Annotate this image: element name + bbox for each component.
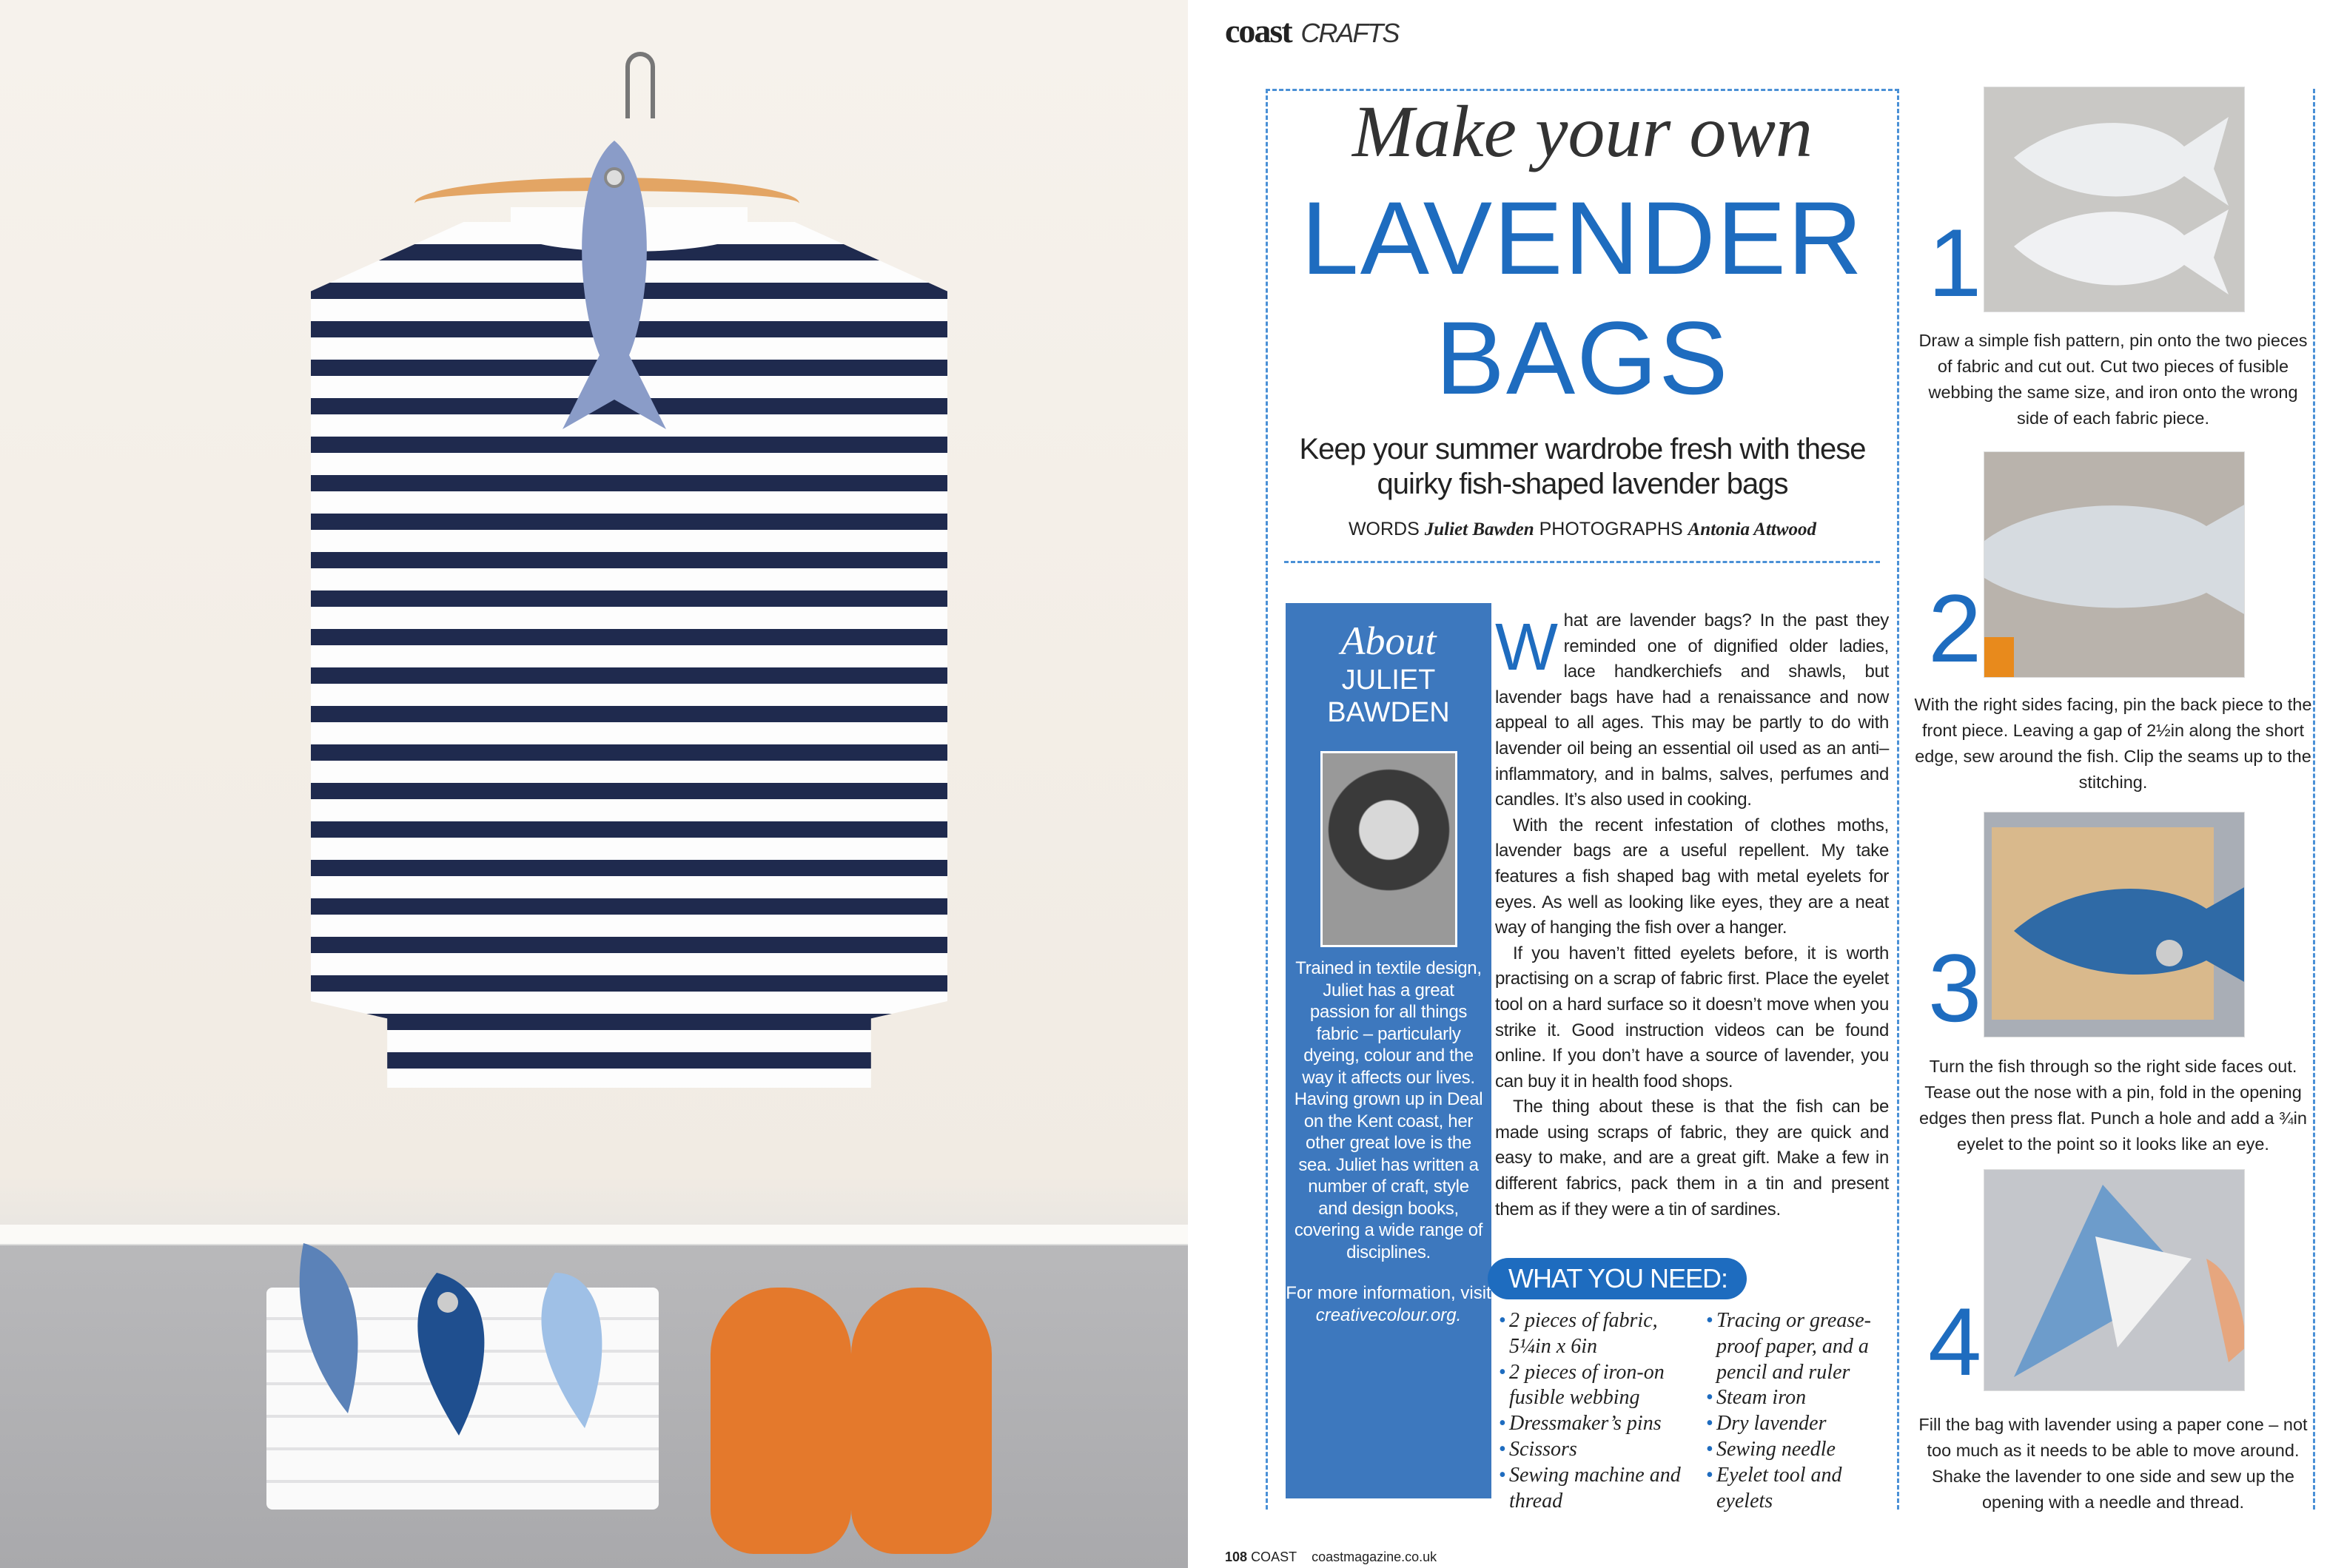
list-item: • Scissors bbox=[1499, 1437, 1695, 1463]
fish-bags-on-towels bbox=[274, 1228, 644, 1450]
orange-sandal-left bbox=[711, 1288, 851, 1554]
list-item: • Tracing or grease-proof paper, and a pencil and ruler bbox=[1706, 1308, 1887, 1385]
pinned-fish bbox=[1984, 452, 2245, 678]
step-text: Fill the bag with lavender using a paper cone – not too much as it needs to be able to move around. Shake the lavender to one side and sew up the opening with a needle and thread. bbox=[1918, 1415, 2308, 1512]
page-number: 108 bbox=[1225, 1550, 1248, 1564]
section-name: CRAFTS bbox=[1300, 18, 1399, 48]
step-number: 1 bbox=[1928, 209, 1982, 317]
step-text: With the right sides facing, pin the back piece to the front piece. Leaving a gap of 2½in along the short edge, sew around the fish. Clip the seams up to the stitching. bbox=[1914, 695, 2312, 792]
paragraph: If you haven’t fitted eyelets before, it is worth practising on a scrap of fabric first. Place the eyelet tool on a hard surface so it doesn’t move when you strike it. Good instruction videos can be found online. If you don’t have a source of lavender, you can buy it in health food shops. bbox=[1495, 943, 1889, 1091]
dashed-right-rule bbox=[2313, 89, 2315, 1510]
list-item: • Steam iron bbox=[1706, 1385, 1887, 1411]
website-link[interactable]: creativecolour.org. bbox=[1315, 1305, 1462, 1325]
step-number: 3 bbox=[1928, 934, 1982, 1042]
paragraph: The thing about these is that the fish can be made using scraps of fabric, they are quick and easy to make, and are a great gift. Make a few in different fabrics, pack them in a tin and present them as if they were a tin of sardines. bbox=[1495, 1097, 1889, 1219]
step-1-photo bbox=[1984, 87, 2245, 312]
filling-fish-with-cone bbox=[1984, 1170, 2245, 1391]
byline bbox=[1266, 518, 1899, 541]
what-you-need-heading: WHAT YOU NEED: bbox=[1488, 1258, 1747, 1299]
author-portrait bbox=[1320, 751, 1457, 947]
hanging-fish-bag bbox=[548, 133, 681, 444]
list-item: • Dressmaker’s pins bbox=[1499, 1411, 1695, 1437]
materials-list-1 bbox=[1499, 1308, 1695, 1514]
title-line-2: BAGS bbox=[1435, 300, 1730, 416]
paragraph: hat are lavender bags? In the past they reminded one of dignified older ladies, lace handkerchiefs and shawls, but lavender bags have had a renaissance and now appeal to all ages. This may be partly to do with lavender oil being an essential oil used as an anti–inflammatory, and in balms, salves, perfumes and candles. It’s also used in cooking. bbox=[1495, 610, 1889, 810]
fish-pattern-pieces bbox=[1984, 87, 2245, 312]
magazine-name: COAST bbox=[1251, 1550, 1297, 1564]
step-text: Turn the fish through so the right side faces out. Tease out the nose with a pin, fold in the opening edges then press flat. Punch a hole and add a ¾in eyelet to the point so it looks like an eye. bbox=[1919, 1057, 2307, 1154]
words-label: WORDS bbox=[1348, 519, 1420, 539]
author-bio: Trained in textile design, Juliet has a great passion for all things fabric – particularly dyeing, colour and the way it affects our lives. Having grown up in Deal on the Kent coast, her other great love is the sea. Juliet has written a number of craft, style and design books, covering a wide range of disciplines. bbox=[1294, 958, 1483, 1262]
list-item: • Dry lavender bbox=[1706, 1411, 1887, 1437]
step-number: 2 bbox=[1928, 574, 1982, 682]
paragraph: With the recent infestation of clothes moths, lavender bags are a useful repellent. My take features a fish shaped bag with metal eyelets for eyes. As well as looking like eyes, they are a neat way of hanging the fish over a hanger. bbox=[1495, 815, 1889, 938]
list-item: • Sewing machine and thread bbox=[1499, 1463, 1695, 1515]
list-item: • 2 pieces of iron-on fusible webbing bbox=[1499, 1360, 1695, 1412]
photos-label: PHOTOGRAPHS bbox=[1539, 519, 1683, 539]
list-item: • Sewing needle bbox=[1706, 1437, 1887, 1463]
author: Juliet Bawden bbox=[1424, 519, 1534, 539]
step-2-photo bbox=[1984, 451, 2245, 678]
article-body bbox=[1495, 608, 1889, 1222]
step-number: 4 bbox=[1928, 1288, 1982, 1396]
kicker: Make your own bbox=[1351, 90, 1813, 172]
step-text: Draw a simple fish pattern, pin onto the two pieces of fabric and cut out. Cut two pieces of fusible webbing the same size, and iron onto the wrong side of each fabric piece. bbox=[1918, 331, 2308, 428]
masthead bbox=[1225, 10, 1398, 50]
step-4-photo bbox=[1984, 1169, 2245, 1391]
eyelet-fish-on-board bbox=[1984, 812, 2245, 1037]
step-3-photo bbox=[1984, 812, 2245, 1037]
more-info-text: For more information, visit bbox=[1286, 1283, 1491, 1304]
magazine-url[interactable]: coastmagazine.co.uk bbox=[1312, 1550, 1437, 1564]
list-item: • Eyelet tool and eyelets bbox=[1706, 1463, 1887, 1515]
author-first-name: JULIET bbox=[1341, 664, 1436, 696]
about-label: About bbox=[1340, 619, 1437, 663]
hanger-hook bbox=[625, 52, 655, 118]
materials-list-2 bbox=[1706, 1308, 1887, 1514]
drop-cap: W bbox=[1495, 610, 1558, 684]
list-item: • 2 pieces of fabric, 5¼in x 6in bbox=[1499, 1308, 1695, 1360]
dashed-divider bbox=[1284, 561, 1880, 563]
brand-logo: coast bbox=[1225, 12, 1292, 50]
title-line-1: LAVENDER bbox=[1300, 180, 1864, 296]
standfirst: Keep your summer wardrobe fresh with these quirky fish-shaped lavender bags bbox=[1299, 433, 1866, 500]
photographer: Antonia Attwood bbox=[1688, 519, 1817, 539]
orange-sandal-right bbox=[851, 1288, 992, 1554]
about-author-sidebar bbox=[1286, 603, 1491, 1498]
page-footer bbox=[1225, 1549, 1437, 1565]
author-last-name: BAWDEN bbox=[1327, 697, 1450, 729]
